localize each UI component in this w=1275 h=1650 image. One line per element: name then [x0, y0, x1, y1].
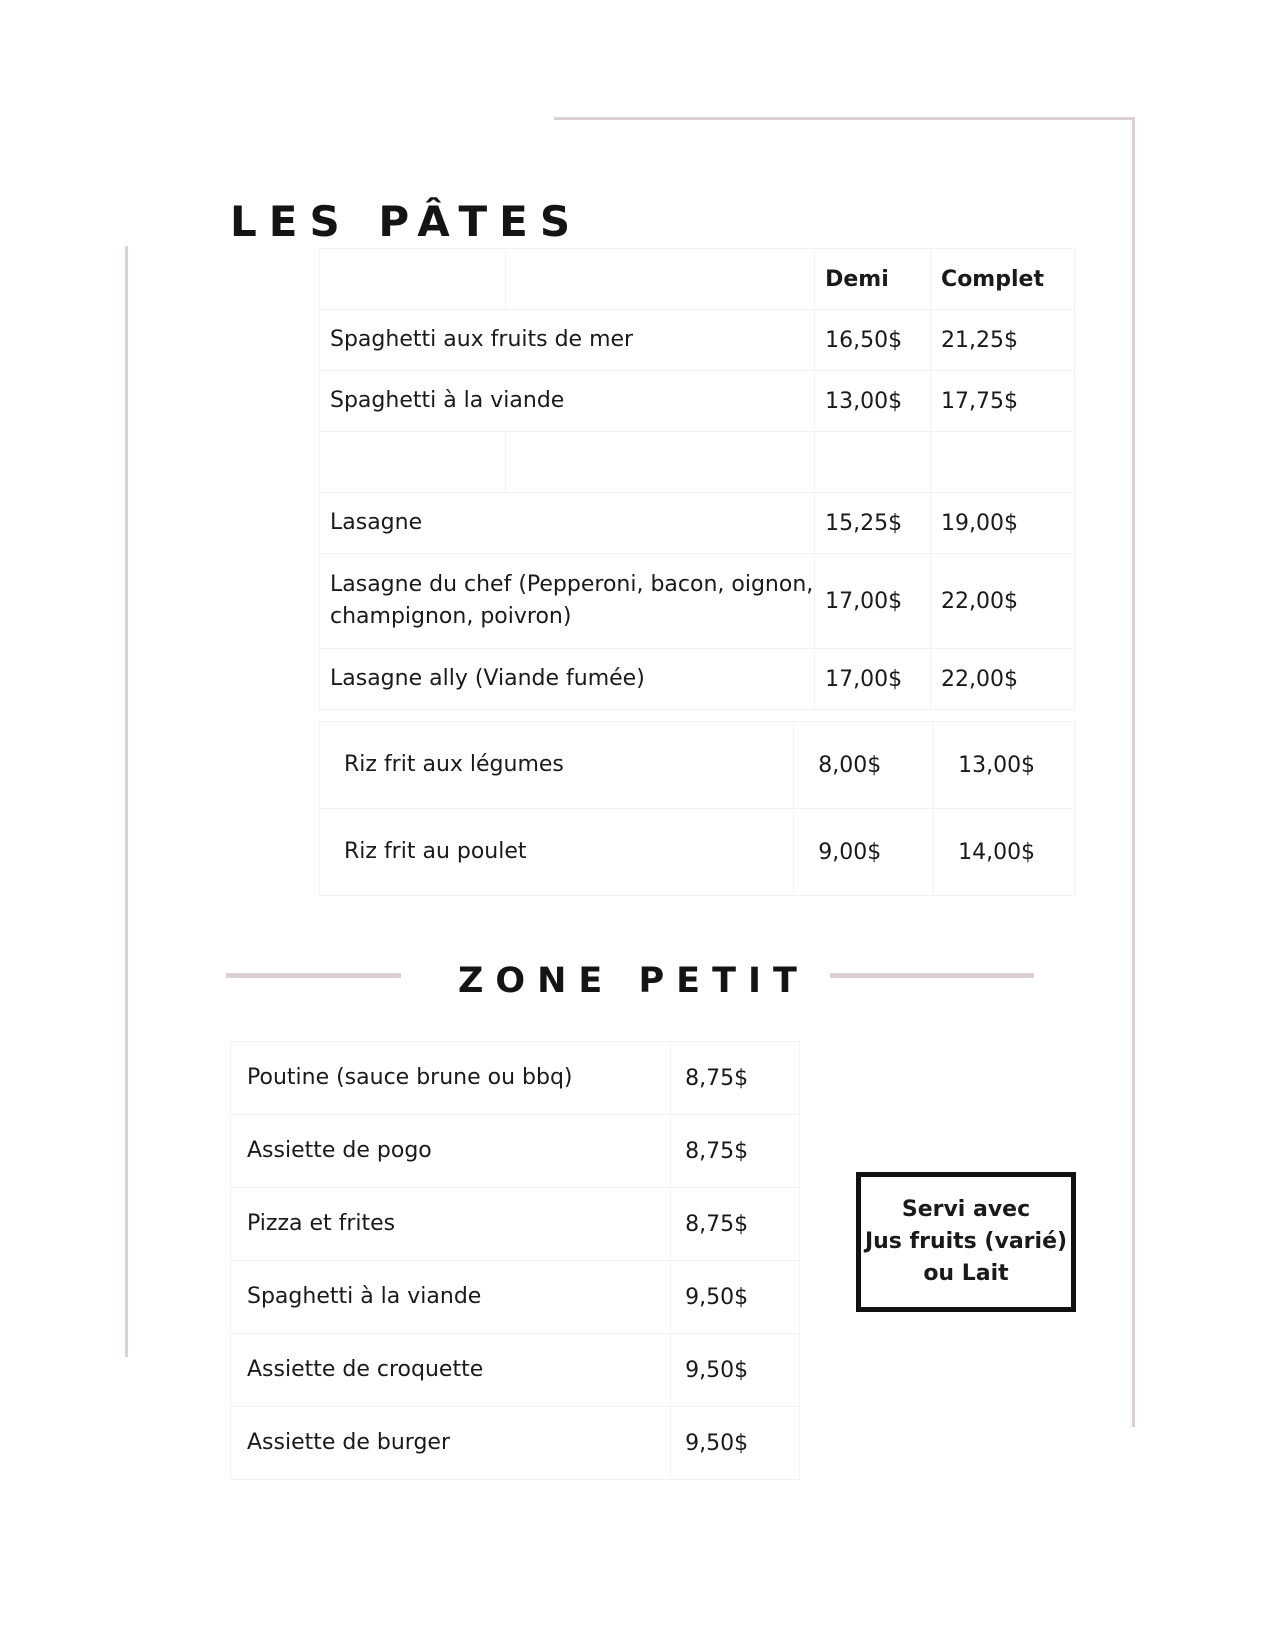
price-demi: 15,25$ [815, 493, 931, 554]
price-complet: 17,75$ [931, 371, 1075, 432]
dish-name: Lasagne [320, 493, 815, 554]
table-row [231, 1261, 800, 1334]
price-demi: 17,00$ [815, 554, 931, 649]
price-demi: 8,00$ [794, 722, 934, 809]
dish-name: Spaghetti à la viande [231, 1261, 671, 1334]
riz-table [319, 721, 1075, 896]
dish-name: Pizza et frites [231, 1188, 671, 1261]
price-demi: 16,50$ [815, 310, 931, 371]
served-with-note [856, 1172, 1076, 1312]
dish-name: Riz frit aux légumes [320, 722, 794, 809]
table-row [231, 1042, 800, 1115]
empty-cell [815, 432, 931, 493]
dish-name: Assiette de croquette [231, 1334, 671, 1407]
dish-name: Riz frit au poulet [320, 809, 794, 896]
note-line-2: Jus fruits (varié) [864, 1229, 1068, 1254]
table-row [320, 554, 1075, 649]
price-complet: 13,00$ [934, 722, 1075, 809]
empty-cell [931, 432, 1075, 493]
section-title-pates: LES PÂTES [230, 197, 583, 246]
price-complet: 22,00$ [931, 554, 1075, 649]
price: 9,50$ [671, 1407, 800, 1480]
empty-cell [505, 249, 814, 310]
note-line-3: ou Lait [923, 1261, 1009, 1286]
dish-name: Spaghetti à la viande [320, 371, 815, 432]
table-row [231, 1334, 800, 1407]
price-demi: 13,00$ [815, 371, 931, 432]
price-demi: 17,00$ [815, 649, 931, 710]
table-row [231, 1407, 800, 1480]
section-title-zone-petit: ZONE PETIT [458, 961, 809, 1001]
table-row [320, 809, 1075, 896]
zone-petit-table [230, 1041, 800, 1480]
zone-divider-left [226, 973, 401, 978]
dish-name: Lasagne du chef (Pepperoni, bacon, oignon, champignon, poivron) [320, 554, 815, 649]
price-complet: 21,25$ [931, 310, 1075, 371]
table-row [320, 493, 1075, 554]
table-row [231, 1188, 800, 1261]
empty-cell [320, 432, 506, 493]
dish-name: Assiette de pogo [231, 1115, 671, 1188]
price: 9,50$ [671, 1334, 800, 1407]
zone-divider-right [830, 973, 1034, 978]
price-complet: 19,00$ [931, 493, 1075, 554]
price: 8,75$ [671, 1042, 800, 1115]
price-demi: 9,00$ [794, 809, 934, 896]
price: 8,75$ [671, 1115, 800, 1188]
empty-cell [320, 249, 506, 310]
dish-name: Assiette de burger [231, 1407, 671, 1480]
price-complet: 14,00$ [934, 809, 1075, 896]
table-row [231, 1115, 800, 1188]
table-header-row [320, 249, 1075, 310]
column-header-demi: Demi [815, 249, 931, 310]
frame-right-line [1132, 117, 1135, 1427]
note-line-1: Servi avec [901, 1197, 1031, 1222]
table-row-empty [320, 432, 1075, 493]
table-row [320, 649, 1075, 710]
column-header-complet: Complet [931, 249, 1075, 310]
pates-table [319, 248, 1075, 710]
table-row [320, 722, 1075, 809]
price: 9,50$ [671, 1261, 800, 1334]
dish-name: Lasagne ally (Viande fumée) [320, 649, 815, 710]
price-complet: 22,00$ [931, 649, 1075, 710]
table-row [320, 310, 1075, 371]
price: 8,75$ [671, 1188, 800, 1261]
frame-left-line [125, 246, 128, 1357]
frame-top-line [554, 117, 1135, 120]
dish-name: Spaghetti aux fruits de mer [320, 310, 815, 371]
empty-cell [505, 432, 814, 493]
dish-name: Poutine (sauce brune ou bbq) [231, 1042, 671, 1115]
table-row [320, 371, 1075, 432]
